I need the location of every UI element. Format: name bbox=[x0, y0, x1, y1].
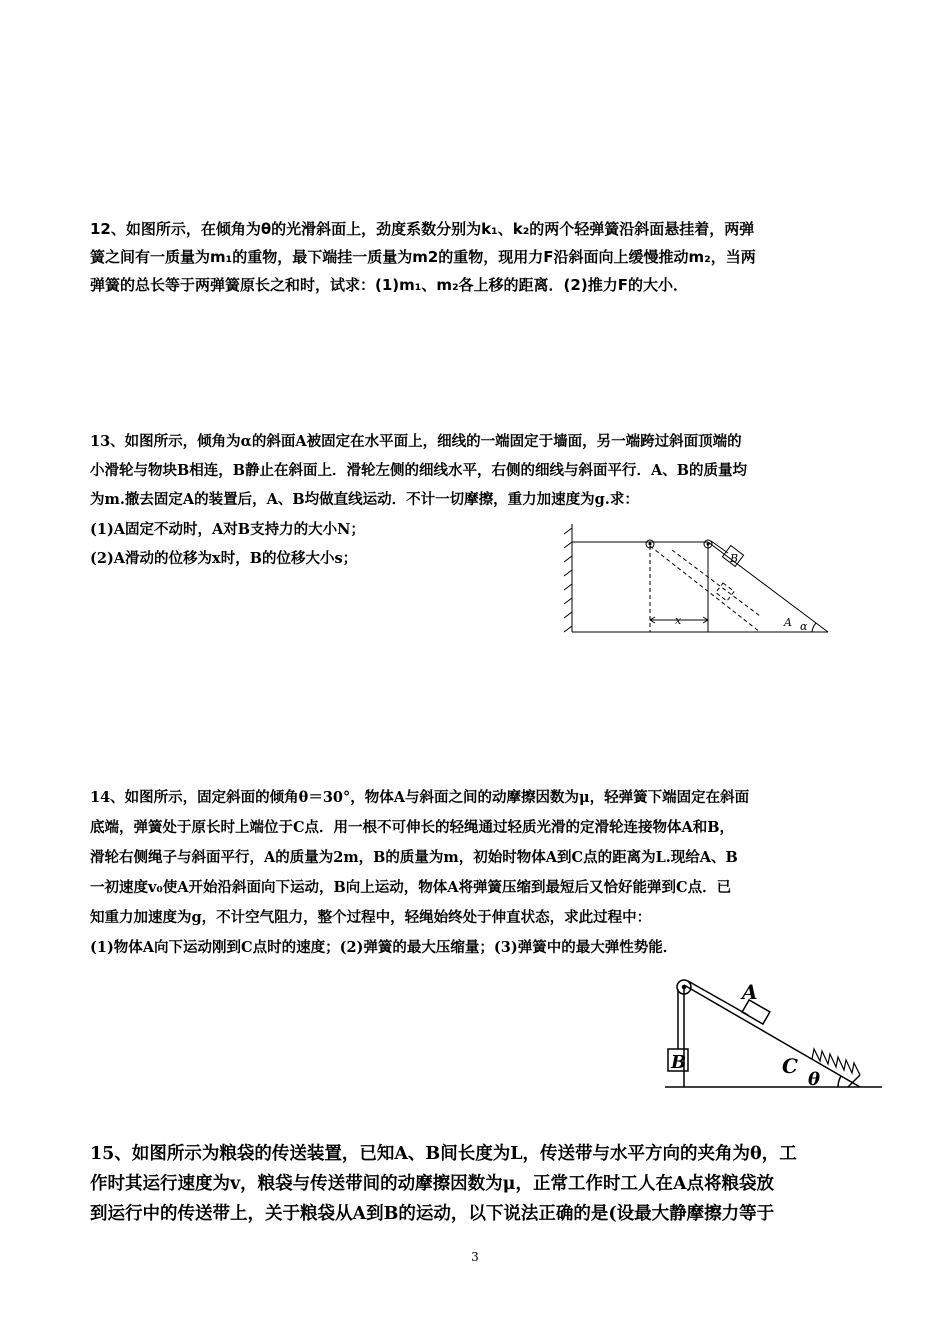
page-number: 3 bbox=[471, 1250, 479, 1264]
question-14-line-4: 一初速度v₀使A开始沿斜面向下运动，B向上运动，物体A将弹簧压缩到最短后又恰好能弹到C点．已 bbox=[90, 879, 732, 896]
alpha-arc bbox=[812, 623, 816, 632]
question-12-line-1: 12、如图所示，在倾角为θ的光滑斜面上，劲度系数分别为k₁、k₂的两个轻弹簧沿斜面悬挂着，两弹 bbox=[90, 220, 755, 238]
question-14-line-5: 知重力加速度为g，不计空气阻力，整个过程中，轻绳始终处于伸直状态，求此过程中： bbox=[90, 909, 652, 926]
question-13-line-2: 小滑轮与物块B相连，B静止在斜面上．滑轮左侧的细线水平，右侧的细线与斜面平行．A、B的质量均 bbox=[90, 462, 748, 479]
label-b: B bbox=[730, 552, 739, 565]
dashed-incline bbox=[650, 546, 760, 632]
question-14-line-3: 滑轮右侧绳子与斜面平行，A的质量为2m，B的质量为m，初始时物体A到C点的距离为L.现给A、B bbox=[90, 849, 738, 866]
question-12-line-3: 弹簧的总长等于两弹簧原长之和时，试求：(1)m₁、m₂各上移的距离．(2)推力F的大小． bbox=[90, 276, 688, 294]
question-14-line-6: (1)物体A向下运动刚到C点时的速度；(2)弹簧的最大压缩量；(3)弹簧中的最大弹性势能． bbox=[90, 939, 678, 956]
incline-slope bbox=[684, 985, 860, 1087]
question-14-line-2: 底端，弹簧处于原长时上端位于C点．用一根不可伸长的轻绳通过轻质光滑的定滑轮连接物体A和B， bbox=[90, 819, 735, 836]
question-13-line-5: (2)A滑动的位移为x时，B的位移大小s； bbox=[90, 550, 358, 567]
label-a: A bbox=[742, 980, 758, 1004]
label-x: x bbox=[675, 614, 682, 627]
question-15-line-1: 15、如图所示为粮袋的传送装置，已知A、B间长度为L，传送带与水平方向的夹角为θ，工 bbox=[90, 1144, 797, 1164]
label-b: B bbox=[671, 1052, 687, 1073]
question-15-line-3: 到运行中的传送带上，关于粮袋从A到B的运动，以下说法正确的是(设最大静摩擦力等于 bbox=[90, 1204, 775, 1224]
wall-hatch bbox=[564, 528, 572, 632]
label-a: A bbox=[784, 616, 792, 629]
question-13-line-4: (1)A固定不动时，A对B支持力的大小N； bbox=[90, 521, 365, 538]
question-14-figure bbox=[660, 975, 885, 1095]
label-theta: θ bbox=[808, 1069, 821, 1090]
question-13-line-1: 13、如图所示，倾角为α的斜面A被固定在水平面上，细线的一端固定于墙面，另一端跨过斜面顶端的 bbox=[90, 433, 742, 450]
incline-slope bbox=[708, 542, 828, 632]
theta-arc bbox=[838, 1076, 841, 1087]
question-13-figure bbox=[560, 520, 835, 642]
question-12-line-2: 簧之间有一质量为m₁的重物，最下端挂一质量为m2的重物，现用力F沿斜面向上缓慢推动m₂，当两 bbox=[90, 248, 756, 266]
question-14-line-1: 14、如图所示，固定斜面的倾角θ＝30°，物体A与斜面之间的动摩擦因数为μ，轻弹簧下端固定在斜面 bbox=[90, 789, 750, 806]
question-15-line-2: 作时其运行速度为v，粮袋与传送带间的动摩擦因数为μ，正常工作时工人在A点将粮袋放 bbox=[90, 1174, 775, 1194]
question-13-line-3: 为m.撤去固定A的装置后，A、B均做直线运动．不计一切摩擦，重力加速度为g.求： bbox=[90, 491, 639, 508]
rope-to-a bbox=[688, 981, 748, 1015]
label-alpha: α bbox=[800, 620, 808, 633]
label-c: C bbox=[782, 1054, 798, 1078]
